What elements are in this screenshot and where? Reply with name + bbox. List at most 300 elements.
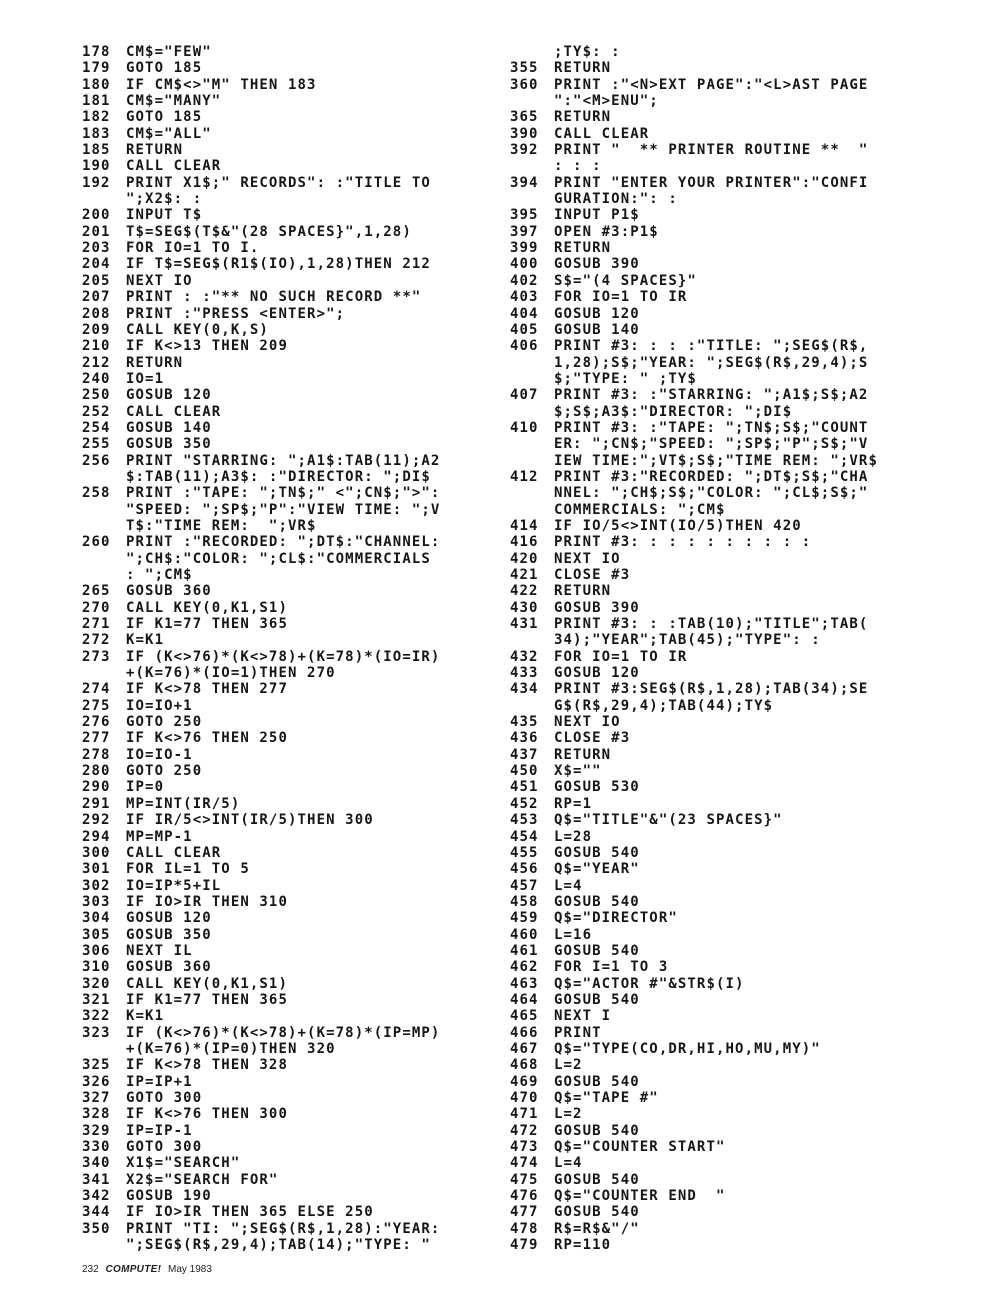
line-number: 203 — [82, 240, 111, 257]
code-line — [82, 894, 502, 910]
code-line — [82, 256, 502, 272]
line-code: PRINT #3:SEG$(R$,1,28);TAB(34);SE G$(R$,29,4);TAB(44);TY$ — [554, 681, 869, 714]
code-line — [82, 1025, 502, 1058]
line-code: PRINT #3: :"STARRING: ";A1$;S$;A2 $;S$;A3$:"DIRECTOR: ";DI$ — [554, 387, 869, 420]
line-number: 422 — [510, 583, 539, 600]
line-number: 399 — [510, 240, 539, 257]
line-number: 406 — [510, 338, 539, 355]
line-number: 454 — [510, 828, 539, 845]
line-code: PRINT :"PRESS <ENTER>"; — [126, 305, 346, 322]
line-code: R$=R$&"/" — [554, 1220, 640, 1237]
code-line — [82, 1106, 502, 1122]
code-line — [82, 927, 502, 943]
line-number: 207 — [82, 289, 111, 306]
line-code: PRINT — [554, 1024, 602, 1041]
line-number: 392 — [510, 142, 539, 159]
line-code: GOSUB 350 — [126, 926, 212, 943]
line-number: 274 — [82, 681, 111, 698]
line-number: 329 — [82, 1122, 111, 1139]
line-code: RETURN — [126, 354, 184, 371]
line-number: 467 — [510, 1040, 539, 1057]
line-code: L=2 — [554, 1057, 583, 1074]
code-line — [510, 1237, 930, 1253]
code-line — [510, 322, 930, 338]
line-number: 340 — [82, 1155, 111, 1172]
line-code: IF IO>IR THEN 310 — [126, 893, 288, 910]
code-line — [82, 976, 502, 992]
line-number: 450 — [510, 763, 539, 780]
line-code: IF IO>IR THEN 365 ELSE 250 — [126, 1204, 374, 1221]
code-line — [82, 1139, 502, 1155]
line-code: L=4 — [554, 877, 583, 894]
page-footer — [82, 1264, 212, 1275]
code-line — [82, 779, 502, 795]
code-line — [510, 927, 930, 943]
code-line — [82, 1155, 502, 1171]
line-code: IF IR/5<>INT(IR/5)THEN 300 — [126, 812, 374, 829]
code-line — [510, 1155, 930, 1171]
code-line — [82, 747, 502, 763]
line-number: 460 — [510, 926, 539, 943]
code-line — [82, 812, 502, 828]
line-number: 328 — [82, 1106, 111, 1123]
code-line — [82, 959, 502, 975]
line-number: 420 — [510, 550, 539, 567]
line-number: 290 — [82, 779, 111, 796]
line-code: ;TY$: : — [554, 44, 621, 60]
line-code: RETURN — [554, 746, 612, 763]
code-line — [510, 273, 930, 289]
line-number: 304 — [82, 910, 111, 927]
code-line — [82, 273, 502, 289]
line-number: 475 — [510, 1171, 539, 1188]
line-number: 433 — [510, 665, 539, 682]
line-number: 395 — [510, 207, 539, 224]
line-code: GOSUB 360 — [126, 959, 212, 976]
line-code: Q$="TAPE #" — [554, 1090, 659, 1106]
code-line — [510, 1025, 930, 1041]
line-number: 200 — [82, 207, 111, 224]
code-line — [82, 453, 502, 486]
line-number: 271 — [82, 616, 111, 633]
line-code: CM$="MANY" — [126, 93, 222, 110]
code-line — [82, 387, 502, 403]
line-number: 405 — [510, 321, 539, 338]
line-code: IO=IO-1 — [126, 746, 193, 763]
line-code: FOR IO=1 TO I. — [126, 240, 260, 257]
code-line — [510, 665, 930, 681]
line-number: 306 — [82, 942, 111, 959]
line-code: CM$="ALL" — [126, 125, 212, 142]
page-number: 232 — [82, 1264, 99, 1275]
line-code: CALL CLEAR — [126, 403, 222, 420]
line-code: PRINT :"RECORDED: ";DT$:"CHANNEL: ";CH$:"COLOR: ";CL$:"COMMERCIALS : ";CM$ — [126, 534, 441, 583]
line-number: 209 — [82, 321, 111, 338]
line-code: RP=1 — [554, 795, 593, 812]
line-code: T$=SEG$(T$&"(28 SPACES}",1,28) — [126, 223, 412, 240]
line-number: 320 — [82, 975, 111, 992]
line-number: 276 — [82, 714, 111, 731]
line-code: IO=IO+1 — [126, 697, 193, 714]
line-code: GOTO 300 — [126, 1090, 203, 1106]
code-line — [510, 894, 930, 910]
line-code: FOR IL=1 TO 5 — [126, 861, 250, 878]
line-code: CALL CLEAR — [126, 158, 222, 175]
line-number: 322 — [82, 1008, 111, 1025]
line-number: 464 — [510, 991, 539, 1008]
line-code: RP=110 — [554, 1237, 612, 1254]
code-line — [82, 730, 502, 746]
line-code: GOSUB 540 — [554, 942, 640, 959]
line-code: GOSUB 390 — [554, 256, 640, 273]
line-code: IF (K<>76)*(K<>78)+(K=78)*(IP=MP) +(K=76)*(IP=0)THEN 320 — [126, 1024, 441, 1057]
line-number: 256 — [82, 452, 111, 469]
line-code: Q$="YEAR" — [554, 861, 640, 878]
line-code: X2$="SEARCH FOR" — [126, 1171, 279, 1188]
line-number: 453 — [510, 812, 539, 829]
code-line — [82, 371, 502, 387]
code-line — [510, 1172, 930, 1188]
line-code: K=K1 — [126, 632, 165, 649]
line-code: IP=0 — [126, 779, 165, 796]
code-line — [82, 142, 502, 158]
code-line — [510, 779, 930, 795]
line-number: 400 — [510, 256, 539, 273]
code-line — [510, 240, 930, 256]
line-number: 471 — [510, 1106, 539, 1123]
line-code: IF K<>78 THEN 277 — [126, 681, 288, 698]
code-line — [82, 485, 502, 534]
line-number: 465 — [510, 1008, 539, 1025]
line-number: 310 — [82, 959, 111, 976]
line-number: 192 — [82, 174, 111, 191]
line-number: 179 — [82, 60, 111, 77]
line-code: INPUT P1$ — [554, 207, 640, 224]
code-line — [510, 60, 930, 76]
line-code: NEXT IO — [554, 550, 621, 567]
code-line — [510, 44, 930, 60]
line-number: 275 — [82, 697, 111, 714]
line-code: IF T$=SEG$(R1$(IO),1,28)THEN 212 — [126, 256, 431, 273]
line-number: 458 — [510, 893, 539, 910]
line-number: 300 — [82, 844, 111, 861]
line-number: 407 — [510, 387, 539, 404]
line-code: IF K1=77 THEN 365 — [126, 991, 288, 1008]
line-code: IP=IP+1 — [126, 1073, 193, 1090]
line-number: 476 — [510, 1188, 539, 1205]
code-line — [82, 224, 502, 240]
line-number: 181 — [82, 93, 111, 110]
code-line — [510, 616, 930, 649]
code-line — [510, 142, 930, 175]
code-line — [510, 796, 930, 812]
line-code: PRINT "TI: ";SEG$(R$,1,28):"YEAR: ";SEG$(R$,29,4);TAB(14);"TYPE: " — [126, 1220, 441, 1254]
line-number: 477 — [510, 1204, 539, 1221]
code-line — [82, 1057, 502, 1073]
line-code: GOTO 250 — [126, 714, 203, 731]
code-line — [510, 77, 930, 110]
code-line — [82, 910, 502, 926]
line-number: 208 — [82, 305, 111, 322]
line-number: 252 — [82, 403, 111, 420]
code-line — [82, 289, 502, 305]
line-number: 180 — [82, 76, 111, 93]
code-line — [510, 224, 930, 240]
code-line — [510, 649, 930, 665]
line-number: 292 — [82, 812, 111, 829]
line-code: RETURN — [554, 240, 612, 257]
line-number: 397 — [510, 223, 539, 240]
line-code: IF K<>78 THEN 328 — [126, 1057, 288, 1074]
code-line — [510, 1041, 930, 1057]
code-line — [82, 109, 502, 125]
line-number: 280 — [82, 763, 111, 780]
line-number: 277 — [82, 730, 111, 747]
code-line — [82, 616, 502, 632]
line-code: PRINT "STARRING: ";A1$:TAB(11);A2 $:TAB(11);A3$: :"DIRECTOR: ";DI$ — [126, 452, 441, 485]
line-code: Q$="COUNTER END " — [554, 1188, 726, 1205]
line-code: GOSUB 540 — [554, 1171, 640, 1188]
line-number: 466 — [510, 1024, 539, 1041]
line-number: 469 — [510, 1073, 539, 1090]
line-code: GOSUB 120 — [126, 387, 212, 404]
line-code: GOSUB 530 — [554, 779, 640, 796]
code-line — [510, 959, 930, 975]
code-line — [82, 1188, 502, 1204]
line-number: 250 — [82, 387, 111, 404]
code-line — [510, 1074, 930, 1090]
code-line — [510, 992, 930, 1008]
code-line — [510, 976, 930, 992]
line-number: 404 — [510, 305, 539, 322]
code-line — [510, 289, 930, 305]
line-code: INPUT T$ — [126, 207, 203, 224]
line-number: 212 — [82, 354, 111, 371]
line-number: 432 — [510, 648, 539, 665]
code-line — [510, 109, 930, 125]
code-line — [82, 992, 502, 1008]
line-number: 461 — [510, 942, 539, 959]
line-code: GOSUB 120 — [554, 665, 640, 682]
line-number: 456 — [510, 861, 539, 878]
line-number: 255 — [82, 436, 111, 453]
line-number: 326 — [82, 1073, 111, 1090]
line-code: GOSUB 140 — [554, 321, 640, 338]
publication-name: COMPUTE! — [105, 1264, 162, 1275]
line-number: 265 — [82, 583, 111, 600]
line-number: 360 — [510, 76, 539, 93]
code-line — [82, 796, 502, 812]
code-line — [82, 77, 502, 93]
line-code: CALL CLEAR — [126, 844, 222, 861]
code-line — [82, 1221, 502, 1254]
listing-column-right — [510, 44, 930, 1253]
line-code: Q$="COUNTER START" — [554, 1139, 726, 1156]
code-line — [510, 469, 930, 518]
line-code: FOR IO=1 TO IR — [554, 289, 688, 306]
line-code: CM$="FEW" — [126, 44, 212, 60]
line-code: PRINT #3: : : : : : : : : : — [554, 534, 812, 551]
line-number: 325 — [82, 1057, 111, 1074]
code-line — [510, 747, 930, 763]
line-code: L=16 — [554, 926, 593, 943]
line-number: 330 — [82, 1139, 111, 1156]
code-line — [510, 126, 930, 142]
line-number: 403 — [510, 289, 539, 306]
code-line — [82, 1074, 502, 1090]
code-line — [82, 436, 502, 452]
line-code: GOTO 250 — [126, 763, 203, 780]
listing-column-left — [82, 44, 502, 1253]
code-line — [82, 878, 502, 894]
issue-date: May 1983 — [167, 1264, 212, 1275]
line-number: 323 — [82, 1024, 111, 1041]
line-number: 344 — [82, 1204, 111, 1221]
code-line — [82, 175, 502, 208]
line-number: 342 — [82, 1188, 111, 1205]
line-code: IF K<>76 THEN 300 — [126, 1106, 288, 1123]
line-number: 355 — [510, 60, 539, 77]
line-number: 473 — [510, 1139, 539, 1156]
code-line — [510, 1090, 930, 1106]
line-number: 437 — [510, 746, 539, 763]
line-number: 434 — [510, 681, 539, 698]
line-code: Q$="TITLE"&"(23 SPACES}" — [554, 812, 783, 829]
code-line — [82, 158, 502, 174]
code-line — [510, 306, 930, 322]
line-code: PRINT X1$;" RECORDS": :"TITLE TO ";X2$: : — [126, 174, 431, 208]
code-line — [510, 878, 930, 894]
line-code: PRINT #3: : :TAB(10);"TITLE";TAB( 34);"YEAR";TAB(45);"TYPE": : — [554, 616, 869, 649]
code-line — [510, 1221, 930, 1237]
code-line — [82, 126, 502, 142]
line-code: GOTO 300 — [126, 1139, 203, 1156]
line-number: 402 — [510, 272, 539, 289]
line-code: PRINT #3: : : :"TITLE: ";SEG$(R$, 1,28);S$;"YEAR: ";SEG$(R$,29,4);S $;"TYPE: " ;TY$ — [554, 338, 869, 387]
line-number — [510, 44, 554, 60]
code-line — [82, 240, 502, 256]
code-line — [510, 207, 930, 223]
line-code: PRINT #3:"RECORDED: ";DT$;S$;"CHA NNEL: ";CH$;S$;"COLOR: ";CL$;S$;" COMMERCIALS: ";CM$ — [554, 468, 869, 518]
code-line — [82, 714, 502, 730]
code-line — [510, 1057, 930, 1073]
line-number: 178 — [82, 44, 111, 60]
line-code: IO=IP*5+IL — [126, 877, 222, 894]
line-number: 302 — [82, 877, 111, 894]
code-line — [82, 1172, 502, 1188]
code-line — [510, 730, 930, 746]
line-number: 479 — [510, 1237, 539, 1254]
line-code: GOSUB 540 — [554, 893, 640, 910]
line-code: CLOSE #3 — [554, 730, 631, 747]
line-code: IO=1 — [126, 370, 165, 387]
line-number: 182 — [82, 109, 111, 126]
code-line — [82, 1204, 502, 1220]
code-line — [82, 583, 502, 599]
line-code: PRINT "ENTER YOUR PRINTER":"CONFI GURATION:": : — [554, 174, 869, 208]
line-code: NEXT IO — [126, 272, 193, 289]
line-number: 350 — [82, 1220, 111, 1237]
code-line — [82, 943, 502, 959]
code-line — [82, 1090, 502, 1106]
line-number: 474 — [510, 1155, 539, 1172]
code-line — [510, 600, 930, 616]
line-code: IF K<>76 THEN 250 — [126, 730, 288, 747]
code-line — [510, 420, 930, 469]
line-number: 435 — [510, 714, 539, 731]
code-line — [510, 567, 930, 583]
line-number: 421 — [510, 567, 539, 583]
line-number: 412 — [510, 468, 539, 485]
code-line — [82, 632, 502, 648]
line-code: FOR IO=1 TO IR — [554, 648, 688, 665]
line-number: 462 — [510, 959, 539, 976]
line-number: 472 — [510, 1122, 539, 1139]
line-number: 457 — [510, 877, 539, 894]
code-line — [510, 1139, 930, 1155]
line-code: GOSUB 190 — [126, 1188, 212, 1205]
line-code: Q$="DIRECTOR" — [554, 910, 678, 927]
code-line — [82, 1008, 502, 1024]
line-code: GOSUB 140 — [126, 419, 212, 436]
line-code: RETURN — [554, 583, 612, 600]
line-number: 478 — [510, 1220, 539, 1237]
code-line — [82, 322, 502, 338]
line-code: MP=INT(IR/5) — [126, 795, 241, 812]
line-code: GOTO 185 — [126, 109, 203, 126]
line-number: 210 — [82, 338, 111, 355]
line-code: GOSUB 390 — [554, 599, 640, 616]
line-number: 436 — [510, 730, 539, 747]
line-code: RETURN — [554, 60, 612, 77]
code-line — [82, 60, 502, 76]
line-code: RETURN — [126, 142, 184, 159]
code-line — [82, 306, 502, 322]
line-number: 278 — [82, 746, 111, 763]
code-line — [510, 861, 930, 877]
line-number: 410 — [510, 419, 539, 436]
line-number: 205 — [82, 272, 111, 289]
line-code: GOSUB 540 — [554, 1073, 640, 1090]
line-code: IP=IP-1 — [126, 1122, 193, 1139]
code-line — [510, 175, 930, 208]
line-number: 254 — [82, 419, 111, 436]
line-code: L=4 — [554, 1155, 583, 1172]
line-code: NEXT IL — [126, 942, 193, 959]
code-line — [510, 1008, 930, 1024]
line-code: GOSUB 540 — [554, 1204, 640, 1221]
line-number: 258 — [82, 485, 111, 502]
code-line — [510, 1188, 930, 1204]
line-code: X1$="SEARCH" — [126, 1155, 241, 1172]
line-number: 394 — [510, 174, 539, 191]
line-code: NEXT I — [554, 1008, 612, 1025]
line-code: PRINT " ** PRINTER ROUTINE ** " : : : — [554, 142, 869, 175]
line-code: FOR I=1 TO 3 — [554, 959, 669, 976]
code-line — [510, 845, 930, 861]
line-number: 183 — [82, 125, 111, 142]
code-line — [510, 583, 930, 599]
line-number: 451 — [510, 779, 539, 796]
code-line — [510, 338, 930, 387]
line-number: 459 — [510, 910, 539, 927]
code-line — [82, 420, 502, 436]
code-line — [510, 763, 930, 779]
code-line — [510, 256, 930, 272]
line-code: L=2 — [554, 1106, 583, 1123]
code-line — [82, 404, 502, 420]
line-code: NEXT IO — [554, 714, 621, 731]
